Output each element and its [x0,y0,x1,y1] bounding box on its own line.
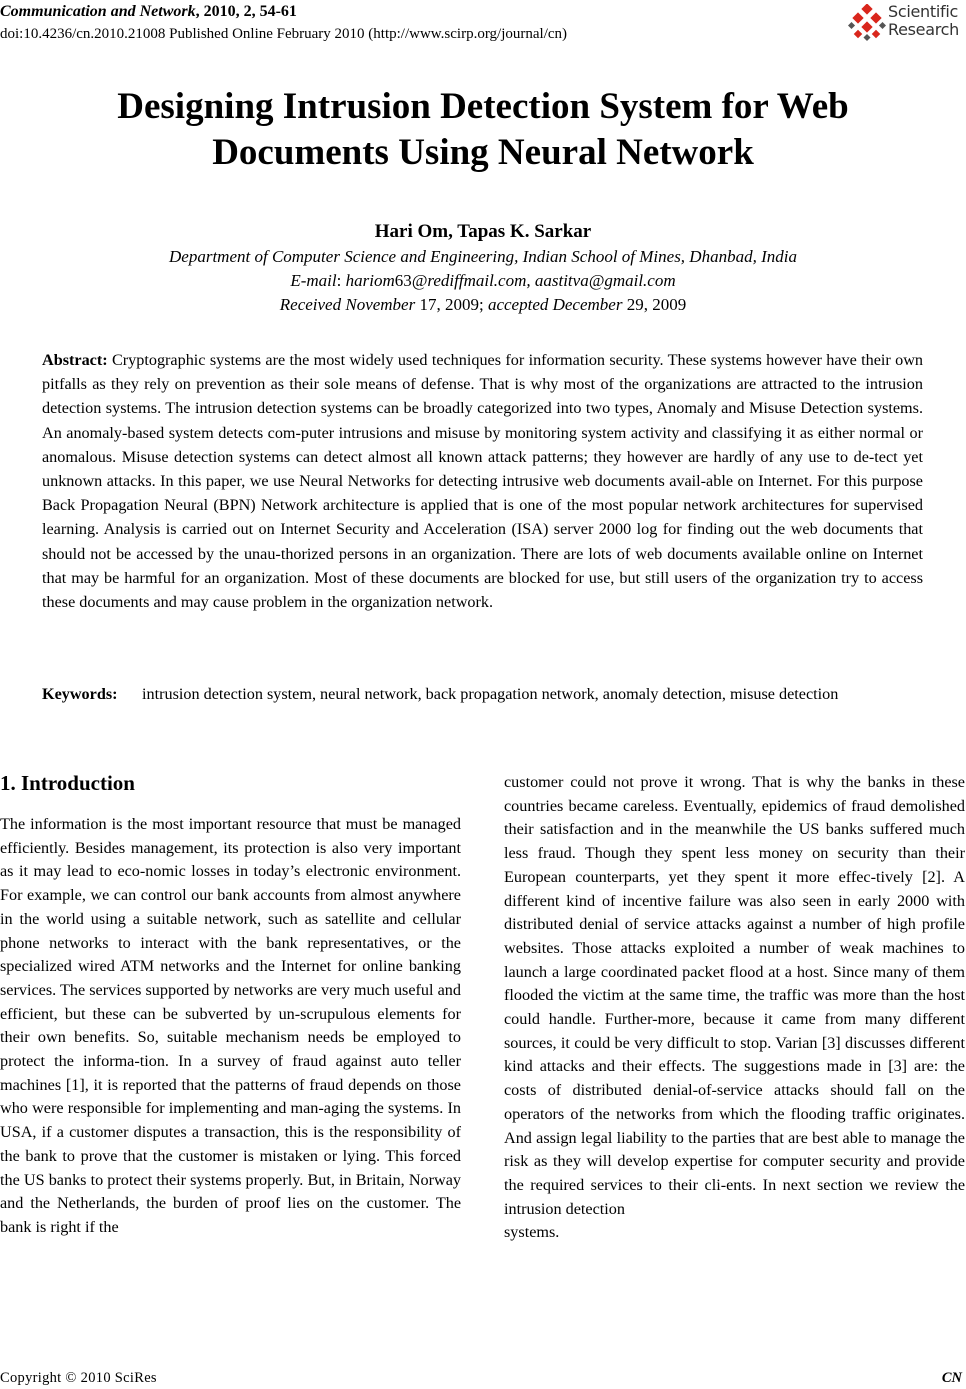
right-column [504,771,965,1245]
affiliation: Department of Computer Science and Engineering, Indian School of Mines, Dhanbad, India [169,247,797,266]
journal-citation [0,2,297,22]
doi-line: doi:10.4236/cn.2010.21008 Published Online February 2010 (http://www.scirp.org/journal/cn) [0,26,568,42]
email-digits: 63 [394,271,412,290]
keywords-text: intrusion detection system, neural network, back propagation network, anomaly detection, misuse detection [142,685,839,703]
footer-copyright: Copyright © 2010 SciRes [0,1370,157,1386]
accepted-label: accepted December [487,295,623,314]
accepted-date: 29, 2009 [622,295,687,314]
received-line [0,294,966,316]
email-user: hariom [345,271,395,290]
section-heading-introduction: 1. Introduction [0,771,135,795]
logo-text-line-1: Scientific [888,2,958,21]
email-label: E-mail [290,271,337,290]
right-column-last-line: systems. [504,1223,560,1242]
left-column-text: The information is the most important resource that must be managed efficiently. Besides management, its protection is also very important as it may lead to eco-nomic losses in today’s electronic environment. For example, we can control our bank accounts from almost anywhere in the world using a suitable network, such as satellite and cellular phone networks to interact with the bank representatives, or the specialized wired ATM networks and the Internet for online banking services. The services supported by networks are very much useful and efficient, but these can be subverted by un-scrupulous elements for their own benefits. So, suitable mechanism needs be employed to protect the informa-tion. In a survey of fraud against auto teller machines [1], it is reported that the patterns of fraud depends on those who were responsible for implementing and man-aging the systems. In USA, if a customer disputes a transaction, this is the responsibility of the bank to prove that the customer is mistaken or lying. This forced the US banks to protect their systems properly. But, in Britain, Norway and the Netherlands, the burden of proof lies on the customer. The bank is right if the [0,815,461,1236]
received-date: 17, 2009; [415,295,488,314]
received-label: Received November [279,295,416,314]
authors: Hari Om, Tapas K. Sarkar [374,221,592,242]
keywords-label: Keywords: [42,685,118,703]
scientific-research-logo-icon [848,4,886,42]
abstract-text: Cryptographic systems are the most widely used techniques for information security. These systems however have their own pitfalls as they rely on prevention as their sole means of defense. That is why most of the organizations are attracted to the intrusion detection systems. The intrusion detection systems can be broadly categorized into two types, Anomaly and Misuse Detection systems. An anomaly-based system detects com-puter intrusions and misuse by monitoring system activity and classifying it as either normal or anomalous. Misuse detection systems can detect almost all known attack patterns; they however are hardly of any use to de-tect yet unknown attacks. In this paper, we use Neural Networks for detecting intrusive web documents avail-able on Internet. For this purpose Back Propagation Neural (BPN) Network architecture is applied that is one of the most popular network architectures for supervised learning. Analysis is carried out on Internet Security and Acceleration (ISA) server 2000 log for finding out the web documents that should not be accessed by the unau-thorized persons in an organization. There are lots of web documents available online on Internet that may be harmful for an organization. Most of these documents are blocked for use, but still users of the organization try to access these documents and may cause problem in the organization network. [42,351,924,612]
abstract-label: Abstract: [42,351,108,369]
journal-name: Communication and Network [0,3,196,20]
paper-title: Designing Intrusion Detection System for Web Documents Using Neural Network [117,86,849,173]
abstract [42,348,923,614]
email-rest: @rediffmail.com, aastitva@gmail.com [411,271,676,290]
right-column-text: customer could not prove it wrong. That is why the banks in these countries became careless. Eventually, epidemics of fraud demolished their satisfaction and in the meanwhile the US banks suffered much less fraud. Though they spent less money on security than their European counterparts, yet they spent it more effec-tively [2]. A different kind of incentive failure was also seen in early 2000 with distributed denial of service attacks against a number of high profile websites. Those attacks exploited a number of weak machines to launch a large coordinated packet flood at a host. Since many of them flooded the victim at the same time, the traffic was more than the host could handle. Further-more, because it came from many different sources, it could be very difficult to stop. Varian [3] discusses different kind attacks and their effects. The suggestions made in [3] are: the costs of distributed denial-of-service attacks should fall on the operators of the networks from which the flooding traffic originates. And assign legal liability to the parties that are best able to manage the risk as they will develop expertise for computer security and provide the required services to their cli-ents. In next section we review the intrusion detection [504,773,965,1218]
journal-volume: , 2010, 2, 54-61 [195,3,297,20]
publisher-logo [846,0,966,44]
email-line: E-mail: hariom63@rediffmail.com, aastitva@gmail.com [290,271,676,290]
logo-text-line-2: Research [888,20,959,39]
footer-journal-abbrev: CN [941,1370,962,1386]
keywords [42,682,923,706]
